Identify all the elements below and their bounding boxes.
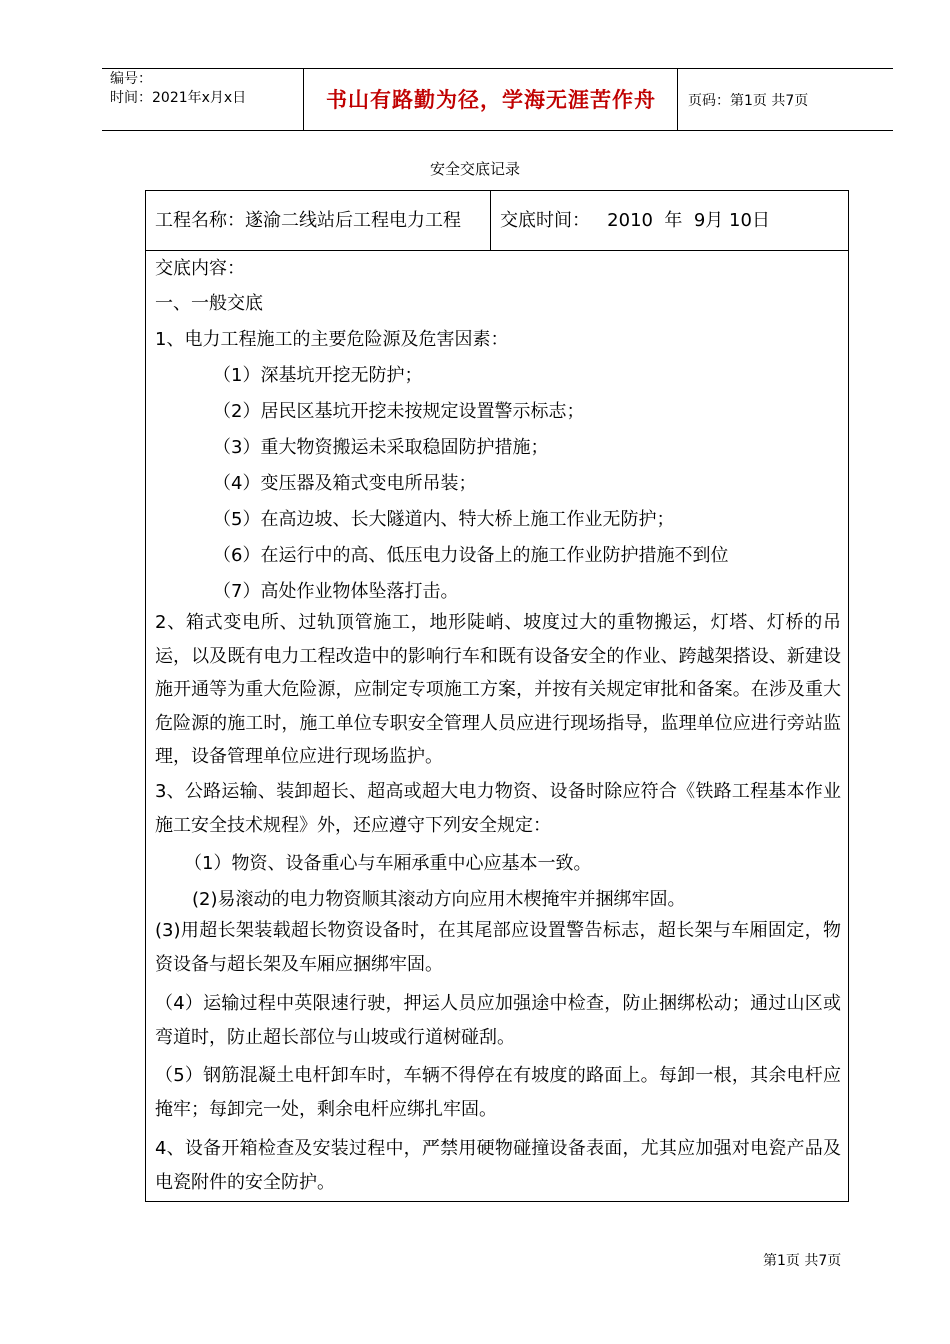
item2-paragraph: 2、箱式变电所、过轨顶管施工，地形陡峭、坡度过大的重物搬运，灯塔、灯桥的吊运，以及既有电力工程改造中的影响行车和既有设备安全的作业、跨越架搭设、新建设施开通等为重大危险源，应制定专项施工方案，并按有关规定审批和备案。在涉及重大危险源的施工时，施工单位专职安全管理人员应进行现场指导，监理单位应进行旁站监理，设备管理单位应进行现场监护。 bbox=[155, 612, 841, 767]
header-top-rule bbox=[102, 68, 893, 69]
item3-point: （4）运输过程中英限速行驶，押运人员应加强途中检查，防止捆绑松动；通过山区或弯道时，防止超长部位与山坡或行道树碰刮。 bbox=[155, 993, 841, 1048]
footer-page-info: 第1页 共7页 bbox=[763, 1253, 842, 1269]
header-meta bbox=[110, 70, 246, 108]
list-item: （7）高处作业物体坠落打击。 bbox=[213, 581, 459, 602]
item3-point: （1）物资、设备重心与车厢承重中心应基本一致。 bbox=[184, 853, 592, 874]
item3-paragraph: 3、公路运输、装卸超长、超高或超大电力物资、设备时除应符合《铁路工程基本作业施工安全技术规程》外，还应遵守下列安全规定： bbox=[155, 781, 841, 836]
record-table bbox=[145, 190, 849, 1202]
item3-point: (2)易滚动的电力物资顺其滚动方向应用木楔掩牢并捆绑牢固。 bbox=[192, 889, 686, 910]
list-item: （1）深基坑开挖无防护； bbox=[213, 365, 423, 386]
list-item: （5）在高边坡、长大隧道内、特大桥上施工作业无防护； bbox=[213, 509, 675, 530]
section-heading: 一、一般交底 bbox=[155, 293, 263, 314]
header-motto: 书山有路勤为径，学海无涯苦作舟 bbox=[326, 88, 656, 112]
item1-title: 1、电力工程施工的主要危险源及危害因素： bbox=[155, 329, 509, 350]
list-item: （2）居民区基坑开挖未按规定设置警示标志； bbox=[213, 401, 585, 422]
content-label: 交底内容： bbox=[155, 258, 245, 279]
list-item: （6）在运行中的高、低压电力设备上的施工作业防护措施不到位 bbox=[213, 545, 729, 566]
item3-point: （5）钢筋混凝土电杆卸车时，车辆不得停在有坡度的路面上。每卸一根，其余电杆应掩牢；每卸完一处，剩余电杆应绑扎牢固。 bbox=[155, 1065, 841, 1120]
disclosure-time: 交底时间： 2010 年 9月 10日 bbox=[500, 210, 770, 231]
list-item: （3）重大物资搬运未采取稳固防护措施； bbox=[213, 437, 549, 458]
header-bottom-rule bbox=[102, 130, 893, 131]
info-row-divider bbox=[490, 191, 491, 250]
list-item: （4）变压器及箱式变电所吊装； bbox=[213, 473, 477, 494]
project-name: 工程名称：遂渝二线站后工程电力工程 bbox=[155, 210, 461, 231]
item3-point: (3)用超长架装载超长物资设备时，在其尾部应设置警告标志，超长架与车厢固定，物资设备与超长架及车厢应捆绑牢固。 bbox=[155, 920, 841, 975]
item4-paragraph: 4、设备开箱检查及安装过程中，严禁用硬物碰撞设备表面，尤其应加强对电瓷产品及电瓷附件的安全防护。 bbox=[155, 1138, 841, 1193]
number-label: 编号： bbox=[110, 71, 152, 87]
header-page-info: 页码：第1页 共7页 bbox=[688, 93, 809, 109]
info-row bbox=[146, 191, 848, 251]
time-label: 时间：2021年x月x日 bbox=[110, 90, 247, 106]
document-title: 安全交底记录 bbox=[429, 160, 520, 178]
